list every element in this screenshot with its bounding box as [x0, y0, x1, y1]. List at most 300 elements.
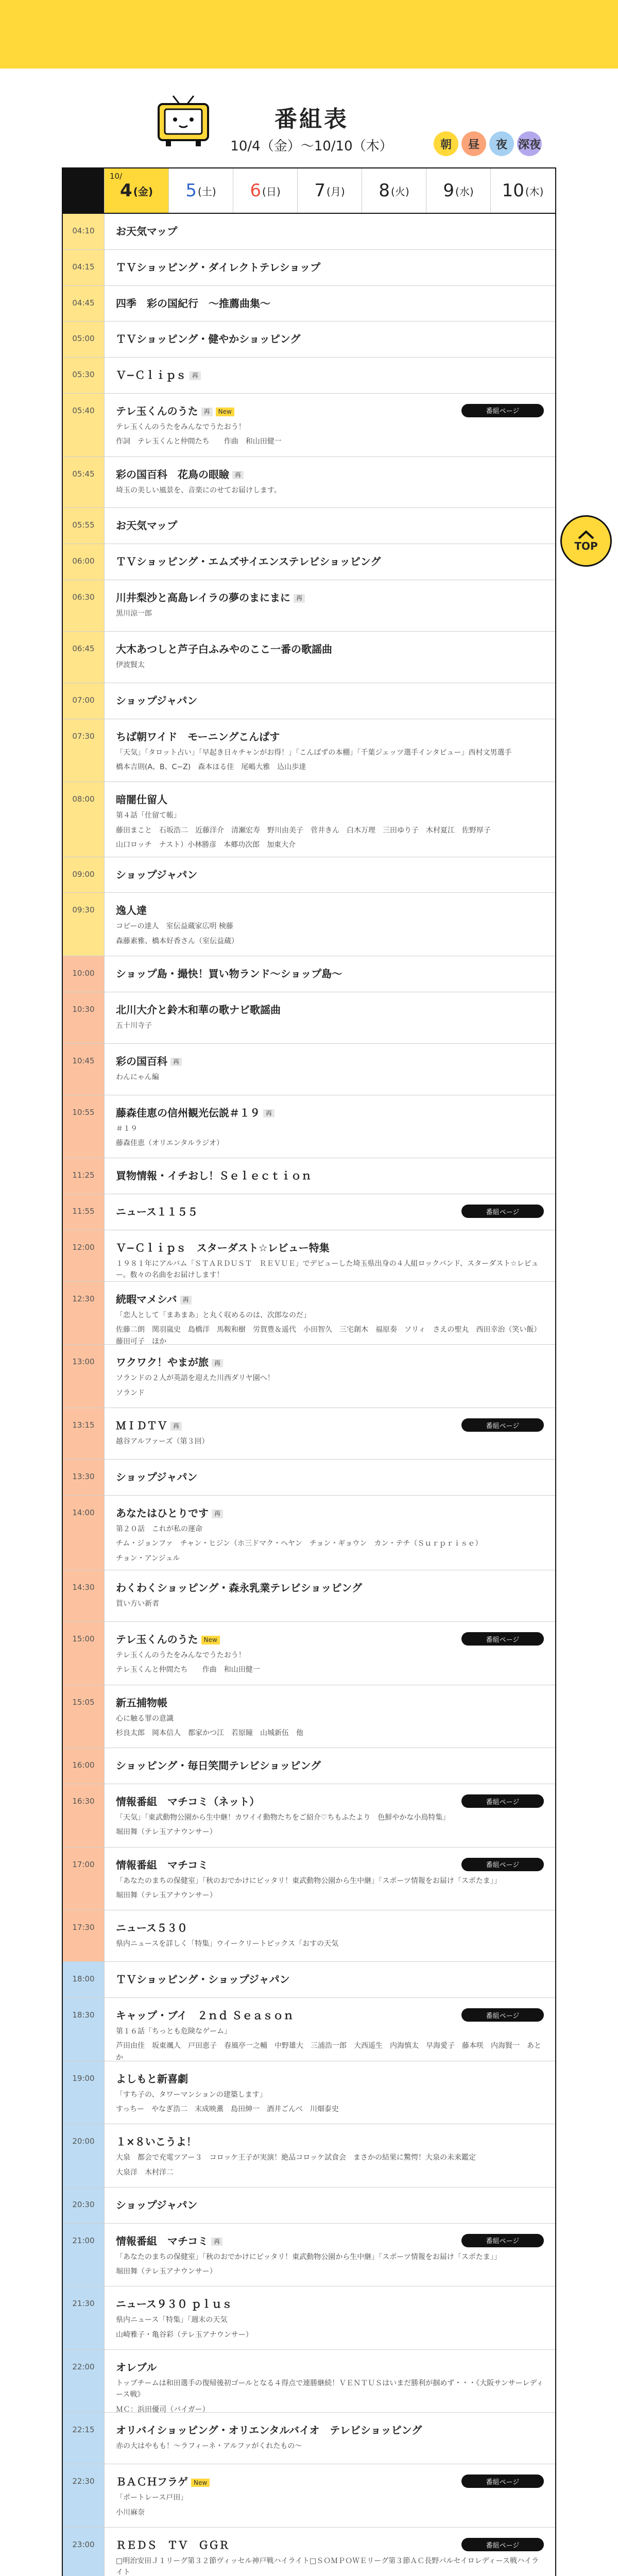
program-cell[interactable]	[104, 2350, 555, 2413]
time-of-day-chip[interactable]: 深夜	[517, 131, 542, 156]
program-time: 06:45	[63, 632, 104, 683]
program-cell[interactable]	[104, 992, 555, 1043]
program-title-text: ショッピング・毎日笑間テレビショッピング	[116, 1759, 321, 1772]
program-row	[63, 719, 555, 783]
program-title-text: ＴＶショッピング・ダイレクトテレショップ	[116, 261, 321, 274]
program-cell[interactable]	[104, 2061, 555, 2124]
day-tab-weekday: (土)	[198, 185, 216, 198]
program-time: 05:40	[63, 394, 104, 456]
program-description: 山口ロッチ ナスト）小林勝彦 本郷功次郎 加東大介	[116, 841, 296, 850]
day-tab-date: 4	[120, 180, 132, 201]
time-of-day-chip[interactable]: 昼	[461, 131, 486, 156]
day-tab-date: 5	[185, 180, 197, 201]
program-cell[interactable]	[104, 1345, 555, 1408]
program-title-text: 彩の国百科	[116, 1055, 167, 1067]
back-to-top-label: TOP	[574, 540, 598, 552]
day-tab[interactable]	[426, 168, 490, 213]
program-description: 伊波賢太	[116, 661, 145, 670]
program-cell[interactable]	[104, 2528, 555, 2576]
program-cell[interactable]	[104, 1282, 555, 1345]
program-title-text: お天気マップ	[116, 519, 178, 532]
program-cell[interactable]	[104, 2286, 555, 2349]
program-title-text: 川井梨沙と高島レイラの夢のまにまに	[116, 591, 290, 604]
program-cell[interactable]	[104, 2464, 555, 2527]
program-description: 大泉洋 木村洋二	[116, 2168, 174, 2177]
program-title[interactable]	[116, 642, 544, 656]
program-cell[interactable]	[104, 321, 555, 357]
program-time: 20:00	[63, 2124, 104, 2187]
program-title[interactable]	[116, 693, 544, 708]
program-time: 09:00	[63, 857, 104, 893]
program-row	[63, 2350, 555, 2413]
program-title-text: テレ玉くんのうた	[116, 404, 198, 417]
program-time: 05:00	[63, 321, 104, 357]
program-row	[63, 2464, 555, 2528]
program-title[interactable]	[116, 792, 544, 807]
program-title-text: テレ玉くんのうた	[116, 1633, 198, 1646]
program-cell[interactable]	[104, 1570, 555, 1621]
new-badge: New	[216, 408, 234, 416]
program-row	[63, 2061, 555, 2125]
day-tab[interactable]	[104, 168, 168, 213]
program-cell[interactable]	[104, 2188, 555, 2223]
program-cell[interactable]	[104, 250, 555, 285]
program-cell[interactable]	[104, 1685, 555, 1748]
program-row	[63, 1158, 555, 1194]
program-title-text: ＲＥＤＳ ＴＶ ＧＧＲ	[116, 2539, 229, 2552]
program-cell[interactable]	[104, 893, 555, 956]
program-description: 大泉 都会で充電ツアー３ コロッケ王子が実演！絶品コロッケ試食会 まさかの結果に驚愕！大泉の未来鑑定	[116, 2154, 476, 2162]
program-title-text: ＴＶショッピング・ショップジャパン	[116, 1973, 290, 1986]
program-title[interactable]	[116, 554, 544, 569]
page-header	[0, 69, 618, 167]
program-row	[63, 2286, 555, 2350]
program-description: 県内ニュース「特集」「週末の天気	[116, 2316, 228, 2325]
program-cell[interactable]	[104, 632, 555, 683]
rerun-badge: 再	[212, 1510, 223, 1518]
program-row	[63, 1194, 555, 1230]
program-description: 藤森佳恵（オリエンタルラジオ）	[116, 1139, 224, 1148]
program-row	[63, 2528, 555, 2576]
program-time: 14:30	[63, 1570, 104, 1621]
program-title-text: 続暇マメシバ	[116, 1293, 177, 1306]
program-time: 21:30	[63, 2286, 104, 2349]
rerun-badge: 再	[232, 471, 244, 479]
program-title-text: 逸人達	[116, 904, 147, 917]
program-cell[interactable]	[104, 286, 555, 321]
program-cell[interactable]	[104, 1095, 555, 1158]
program-page-button[interactable]: 番組ページ	[461, 2538, 544, 2551]
program-time: 09:30	[63, 893, 104, 956]
program-page-button[interactable]: 番組ページ	[461, 1632, 544, 1646]
program-row	[63, 250, 555, 286]
rerun-badge: 再	[180, 1296, 192, 1304]
new-badge: New	[201, 1636, 220, 1644]
program-description: 買い方い新者	[116, 1600, 159, 1608]
program-row	[63, 2124, 555, 2188]
program-row	[63, 358, 555, 394]
program-time: 17:30	[63, 1910, 104, 1961]
program-title[interactable]	[116, 2134, 544, 2149]
rerun-badge: 再	[263, 1109, 274, 1117]
program-description: 堀田舞（テレ玉アナウンサー）	[116, 1891, 217, 1900]
program-description: コピーの達人 室伝益蔵家広明 検藤	[116, 922, 233, 931]
program-row	[63, 1345, 555, 1408]
program-cell[interactable]	[104, 580, 555, 631]
program-time: 20:30	[63, 2188, 104, 2223]
program-title-text: ショップジャパン	[116, 2198, 198, 2211]
program-description: 第１６話「ちっとも危険なゲーム」	[116, 2027, 231, 2036]
program-description: ＃１９	[116, 1124, 138, 1133]
program-cell[interactable]	[104, 782, 555, 856]
program-row	[63, 683, 555, 719]
program-description: テレ玉くんと仲間たち 作曲 和山田健一	[116, 1666, 260, 1674]
program-time: 14:00	[63, 1496, 104, 1570]
program-time: 11:55	[63, 1194, 104, 1230]
schedule-period: 10/4（金）〜10/10（木）	[230, 139, 393, 154]
program-cell[interactable]	[104, 1848, 555, 1910]
program-row	[63, 1044, 555, 1095]
program-title-text: わくわくショッピング・森永乳業テレビショッピング	[116, 1582, 362, 1595]
program-cell[interactable]	[104, 457, 555, 508]
program-description: １９８１年にアルバム「ＳＴＡＲＤＵＳＴ ＲＥＶＵＥ」でデビューした埼玉県出身の４人組ロックバンド、スターダスト☆レビュー。数々の名曲をお届けします！	[116, 1259, 539, 1280]
program-time: 10:45	[63, 1044, 104, 1095]
day-tab-weekday: (火)	[391, 185, 409, 198]
program-description: すっちー やなぎ浩二 末成映薫 島田紳一 酒井ごんべ 川畑泰史	[116, 2105, 339, 2113]
program-description: 杉良太郎 岡本信人 都家かつ江 若原瞳 山城新伍 他	[116, 1729, 303, 1738]
program-time: 18:30	[63, 1998, 104, 2061]
program-time: 07:30	[63, 719, 104, 782]
program-cell[interactable]	[104, 544, 555, 580]
program-cell[interactable]	[104, 394, 555, 456]
program-cell[interactable]	[104, 214, 555, 249]
program-time: 05:45	[63, 457, 104, 508]
program-description: テレ玉くんのうたをみんなでうたおう！	[116, 1651, 246, 1660]
program-time: 13:15	[63, 1408, 104, 1459]
time-of-day-chip[interactable]: 朝	[434, 131, 458, 156]
program-title-text: ショップ島・撮快！買い物ランド〜ショップ島〜	[116, 968, 342, 980]
program-row	[63, 1998, 555, 2061]
program-title[interactable]	[116, 1292, 544, 1307]
program-title[interactable]	[116, 1758, 544, 1773]
program-time: 22:00	[63, 2350, 104, 2413]
program-title-text: ＴＶショッピング・エムズサイエンステレビショッピング	[116, 555, 381, 568]
program-title[interactable]	[116, 296, 544, 311]
program-description: 赤の大はやもも！〜ラフィーネ・アルファがくれたもの〜	[116, 2442, 302, 2451]
program-description: 山崎雅子・亀谷彩（テレ玉アナウンサー）	[116, 2330, 253, 2339]
program-title-text: 藤森佳恵の信州観光伝説＃１９	[116, 1106, 260, 1119]
program-title-text: 彩の国百科 花鳥の眼瞼	[116, 468, 229, 481]
program-row	[63, 580, 555, 632]
time-of-day-nav	[434, 131, 542, 156]
program-description: トップチームは和田選手の復帰後初ゴールとなる４得点で連勝継続！ＶＥＮＴＵＳはいまだ勝利が掴めず・・・《大阪サンサーレディース戦》	[116, 2379, 544, 2399]
program-time: 10:30	[63, 992, 104, 1043]
program-title-text: よしもと新喜劇	[116, 2072, 188, 2085]
program-title[interactable]	[116, 730, 544, 744]
program-description: 「すち子の、タワーマンションの建築します」	[116, 2090, 267, 2099]
program-time: 04:45	[63, 286, 104, 321]
program-cell[interactable]	[104, 1622, 555, 1685]
program-row	[63, 2413, 555, 2464]
program-title-text: Ｖ−Ｃｌｉｐｓ スターダスト☆レビュー特集	[116, 1241, 330, 1254]
day-tab[interactable]	[362, 168, 426, 213]
program-cell[interactable]	[104, 1748, 555, 1784]
program-description: 佐藤二朗 関羽嵐史 島橋洋 馬鞍和樹 労賀豊＆遥代 小田智久 三宅創木 福原奏 ソリィ さえの聖丸 西田幸治（笑い飯） 藤田可子 ほか	[116, 1326, 545, 1346]
program-title-text: ショップジャパン	[116, 694, 198, 707]
program-row	[63, 1910, 555, 1962]
tv-mascot-icon	[154, 92, 212, 149]
day-tab-weekday: (金)	[133, 185, 153, 198]
program-cell[interactable]	[104, 683, 555, 719]
program-title[interactable]	[116, 1581, 544, 1595]
day-tab-date: 9	[443, 180, 455, 201]
program-title-text: 暗闇仕留人	[116, 793, 167, 806]
program-time: 11:25	[63, 1158, 104, 1194]
program-time: 08:00	[63, 782, 104, 856]
program-cell[interactable]	[104, 1460, 555, 1495]
program-title-text: 買物情報・イチおし！Ｓｅｌｅｃｔｉｏｎ	[116, 1170, 312, 1182]
program-description: 「ポートレース戸田」	[116, 2494, 188, 2502]
program-row	[63, 457, 555, 509]
program-row	[63, 1784, 555, 1848]
top-banner	[0, 0, 618, 69]
program-page-button[interactable]: 番組ページ	[461, 1205, 544, 1218]
program-time: 19:00	[63, 2061, 104, 2124]
new-badge: New	[191, 2479, 210, 2487]
program-title[interactable]	[116, 868, 544, 882]
program-title-text: あなたはひとりです	[116, 1506, 209, 1519]
program-title[interactable]	[116, 1506, 544, 1520]
day-tab-month: 10/	[110, 172, 123, 181]
program-row	[63, 1570, 555, 1622]
program-time: 22:30	[63, 2464, 104, 2527]
program-time: 04:10	[63, 214, 104, 249]
program-row	[63, 992, 555, 1044]
program-cell[interactable]	[104, 2224, 555, 2286]
program-page-button[interactable]: 番組ページ	[461, 2475, 544, 2488]
program-title[interactable]	[116, 224, 544, 239]
program-title[interactable]	[116, 903, 544, 918]
program-title-text: ＢＡＣＨフラゲ	[116, 2476, 188, 2488]
program-title[interactable]	[116, 1470, 544, 1484]
program-title-text: キャップ・ブイ ２ｎｄ Ｓｅａｓｏｎ	[116, 2009, 294, 2022]
program-description: 堀田舞（テレ玉アナウンサー）	[116, 2267, 217, 2276]
program-cell[interactable]	[104, 2413, 555, 2464]
program-title[interactable]	[116, 1003, 544, 1017]
program-title[interactable]	[116, 1106, 544, 1120]
day-tab-date: 10	[502, 180, 524, 201]
program-row	[63, 782, 555, 857]
rerun-badge: 再	[294, 594, 305, 602]
program-row	[63, 1685, 555, 1749]
program-time: 18:00	[63, 1962, 104, 1997]
program-cell[interactable]	[104, 508, 555, 544]
program-page-button[interactable]: 番組ページ	[461, 404, 544, 417]
program-row	[63, 1460, 555, 1496]
program-cell[interactable]	[104, 1044, 555, 1095]
program-cell[interactable]	[104, 956, 555, 992]
program-time: 13:30	[63, 1460, 104, 1495]
program-cell[interactable]	[104, 358, 555, 393]
program-title-text: ニュース５３０	[116, 1922, 187, 1935]
program-description: 「天気」「東武動物公園から生中継！カワイイ動物たちをご紹介♡ちもふたより 色鮮やかな小鳥特集」	[116, 1814, 450, 1822]
day-tab[interactable]	[297, 168, 362, 213]
program-title[interactable]	[116, 467, 544, 482]
program-title[interactable]	[116, 1241, 544, 1255]
program-row	[63, 893, 555, 956]
program-title-text: Ｖ−Ｃｌｉｐｓ	[116, 369, 186, 382]
program-time: 23:00	[63, 2528, 104, 2576]
chevron-up-icon	[577, 530, 595, 540]
program-title-text: ショップジャパン	[116, 1471, 198, 1484]
program-title-text: １×８いこうよ！	[116, 2136, 197, 2148]
program-cell[interactable]	[104, 1784, 555, 1847]
program-title[interactable]	[116, 1972, 544, 1987]
program-row	[63, 1622, 555, 1685]
program-row	[63, 1496, 555, 1570]
program-time: 12:30	[63, 1282, 104, 1345]
program-title[interactable]	[116, 1921, 544, 1935]
program-cell[interactable]	[104, 1496, 555, 1570]
program-row	[63, 1848, 555, 1911]
rerun-badge: 再	[211, 2238, 222, 2246]
program-page-button[interactable]: 番組ページ	[461, 1858, 544, 1871]
program-cell[interactable]	[104, 1194, 555, 1230]
program-cell[interactable]	[104, 1998, 555, 2061]
program-row	[63, 857, 555, 893]
day-tab-date: 7	[314, 180, 326, 201]
program-title[interactable]	[116, 2072, 544, 2086]
program-time: 10:55	[63, 1095, 104, 1158]
day-tab-weekday: (日)	[262, 185, 281, 198]
program-description: テレ玉くんのうたをみんなでうたおう！	[116, 422, 246, 431]
day-tab-date: 6	[250, 180, 262, 201]
program-row	[63, 956, 555, 992]
program-row	[63, 508, 555, 544]
program-title-text: 情報番組 マチコミ（ネット）	[116, 1795, 260, 1808]
program-title[interactable]	[116, 260, 544, 275]
program-row	[63, 1408, 555, 1460]
program-title[interactable]	[116, 590, 544, 605]
program-time: 21:00	[63, 2224, 104, 2286]
program-page-button[interactable]: 番組ページ	[461, 2008, 544, 2022]
program-description: 埼玉の美しい風景を、音楽にのせてお届けします。	[116, 486, 281, 495]
day-tabs-corner	[63, 168, 104, 213]
program-title[interactable]	[116, 1696, 544, 1710]
program-page-button[interactable]: 番組ページ	[461, 2234, 544, 2247]
program-time: 05:30	[63, 358, 104, 393]
program-title-text: お天気マップ	[116, 225, 178, 238]
program-cell[interactable]	[104, 1230, 555, 1281]
program-time: 12:00	[63, 1230, 104, 1281]
program-description: 「恋人として「まあまあ」と丸く収めるのは、次郎なのだ」	[116, 1311, 311, 1319]
program-cell[interactable]	[104, 1962, 555, 1997]
program-time: 16:30	[63, 1784, 104, 1847]
program-row	[63, 1230, 555, 1282]
program-time: 05:55	[63, 508, 104, 544]
program-row	[63, 544, 555, 580]
program-title[interactable]	[116, 1355, 544, 1369]
day-tab[interactable]	[233, 168, 297, 213]
program-description: わんにゃん編	[116, 1073, 159, 1081]
day-tab[interactable]	[490, 168, 555, 213]
program-description: 心に触る罪の意識	[116, 1714, 174, 1723]
program-title-text: 新五捕物帳	[116, 1696, 167, 1709]
program-description: 小川麻奈	[116, 2508, 145, 2517]
program-time: 22:15	[63, 2413, 104, 2464]
program-row	[63, 321, 555, 358]
program-cell[interactable]	[104, 719, 555, 782]
program-title[interactable]	[116, 332, 544, 346]
program-time: 04:15	[63, 250, 104, 285]
program-row	[63, 2224, 555, 2287]
page-title: 番組表	[274, 106, 349, 132]
program-page-button[interactable]: 番組ページ	[461, 1418, 544, 1432]
program-description: 芦田由佳 坂東颯人 戸田恵子 春風亭一之輔 中野雄大 三浦浩一郎 大西遥生 内海慎太 早海愛子 藤本咲 内海賢一 あとか	[116, 2042, 541, 2062]
schedule-grid	[62, 167, 556, 2576]
day-tab-date: 8	[379, 180, 390, 201]
program-title[interactable]	[116, 2198, 544, 2212]
program-title-text: ちば朝ワイド モーニングこんぱす	[116, 730, 280, 743]
program-title[interactable]	[116, 518, 544, 533]
rerun-badge: 再	[170, 1422, 182, 1430]
rerun-badge: 再	[201, 408, 213, 416]
program-page-button[interactable]: 番組ページ	[461, 1794, 544, 1808]
program-row	[63, 1962, 555, 1998]
program-title[interactable]	[116, 368, 544, 382]
day-tab-weekday: (水)	[455, 185, 474, 198]
program-description: □明治安田Ｊ１リーグ第３２節ヴィッセル神戸戦ハイライト□ＳＯＭＰＯＷＥリーグ第３節ＡＣ長野パルセイロレディース戦ハイライト	[116, 2557, 539, 2576]
rerun-badge: 再	[170, 1058, 182, 1066]
program-title-text: ＭＩＤＴＶ	[116, 1419, 167, 1432]
program-description: チョン・アンジュル	[116, 1554, 180, 1563]
program-cell[interactable]	[104, 1408, 555, 1459]
back-to-top-button[interactable]	[560, 515, 612, 567]
program-cell[interactable]	[104, 857, 555, 893]
program-title-text: ワクワク！やまが旅	[116, 1356, 209, 1369]
program-title[interactable]	[116, 2297, 544, 2311]
program-description: ソランド	[116, 1388, 145, 1397]
program-title-text: 情報番組 マチコミ	[116, 1858, 209, 1871]
program-title[interactable]	[116, 1168, 544, 1183]
program-description: 県内ニュースを詳しく「特集」ウイークリートピックス「おすの天気	[116, 1940, 339, 1948]
program-title-text: ＴＶショッピング・健やかショッピング	[116, 333, 301, 346]
program-title[interactable]	[116, 967, 544, 981]
program-time: 15:05	[63, 1685, 104, 1748]
program-cell[interactable]	[104, 2124, 555, 2187]
program-title-text: 四季 彩の国紀行 〜推薦曲集〜	[116, 297, 270, 310]
day-tab[interactable]	[168, 168, 233, 213]
program-description: 黒川涼一郎	[116, 609, 152, 618]
program-cell[interactable]	[104, 1910, 555, 1961]
program-title[interactable]	[116, 2423, 544, 2437]
program-row	[63, 286, 555, 322]
program-description: 「あなたのまちの保健室」「秋のおでかけにピッタリ！東武動物公園から生中継」「スポーツ情報をお届け「スポたま」」	[116, 2252, 501, 2261]
program-time: 16:00	[63, 1748, 104, 1784]
program-time: 06:30	[63, 580, 104, 631]
program-description: チム・ジョンファ チャン・ヒジン（ホ三ドマク・ヘヤン チョン・ギョウン カン・テチ（Ｓｕｒｐｒｉｓｅ）	[116, 1539, 483, 1548]
program-title-text: 北川大介と鈴木和華の歌ナビ歌謡曲	[116, 1003, 281, 1016]
program-description: 「天気」「タロット占い」「早起き日々チャンがお得！」「こんばずの本棚」「千葉ジェッツ選手インタビュー」西村文男選手	[116, 748, 512, 757]
program-time: 06:00	[63, 544, 104, 580]
day-tab-weekday: (月)	[327, 185, 345, 198]
time-of-day-chip[interactable]: 夜	[489, 131, 514, 156]
program-description: 第２０話 これが私の運命	[116, 1524, 202, 1533]
program-title-text: 大木あつしと芦子白ふみやのここ一番の歌謡曲	[116, 643, 332, 656]
program-title[interactable]	[116, 2360, 544, 2375]
program-title[interactable]	[116, 1054, 544, 1069]
program-cell[interactable]	[104, 1158, 555, 1194]
